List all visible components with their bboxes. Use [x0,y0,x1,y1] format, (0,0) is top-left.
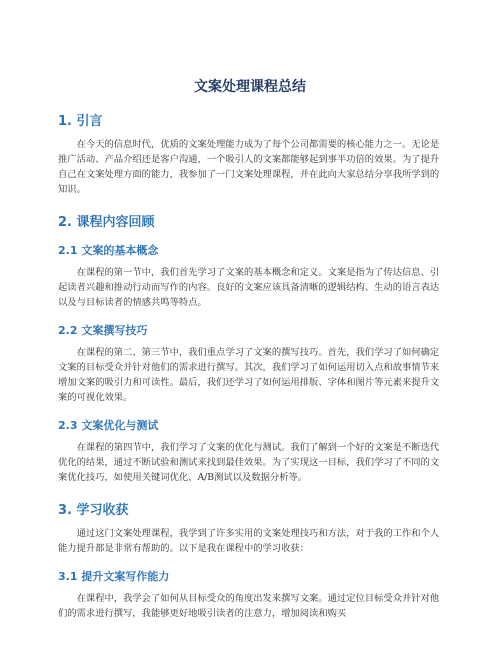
subsection-heading-basic-concepts: 2.1 文案的基本概念 [58,244,159,257]
subsection-heading-writing-techniques: 2.2 文案撰写技巧 [58,324,148,337]
section-heading-course-review: 2. 课程内容回顾 [58,215,155,230]
document-title: 文案处理课程总结 [194,79,306,95]
section-heading-learning-gains: 3. 学习收获 [58,503,129,518]
subsection-paragraph-optimization-testing: 在课程的第四节中，我们学习了文案的优化与测试。我们了解到一个好的文案是不断迭代优化的结果，通过不断试验和测试来找到最佳效果。为了实现这一目标，我们学习了不同的文案优化技巧，如使用关键词优化、A/B测试以及数据分析等。 [58,442,440,483]
section-paragraph-learning-gains: 通过这门文案处理课程，我学到了许多实用的文案处理技巧和方法，对于我的工作和个人能力提升都是非常有帮助的。以下是我在课程中的学习收获： [58,528,440,554]
subsection-paragraph-writing-ability: 在课程中，我学会了如何从目标受众的角度出发来撰写文案。通过定位目标受众并针对他们的需求进行撰写，我能够更好地吸引读者的注意力，增加阅读和购买 [58,593,440,619]
subsection-heading-writing-ability: 3.1 提升文案写作能力 [58,570,170,583]
subsection-paragraph-basic-concepts: 在课程的第一节中，我们首先学习了文案的基本概念和定义。文案是指为了传达信息、引起读者兴趣和推动行动而写作的内容。良好的文案应该具备清晰的逻辑结构、生动的语言表达以及与目标读者的情感共鸣等特点。 [58,267,440,308]
subsection-heading-optimization-testing: 2.3 文案优化与测试 [58,419,159,432]
section-heading-introduction: 1. 引言 [58,114,103,129]
subsection-paragraph-writing-techniques: 在课程的第二、第三节中，我们重点学习了文案的撰写技巧。首先，我们学习了如何确定文案的目标受众并针对他们的需求进行撰写。其次，我们学习了如何运用切入点和故事情节来增加文案的吸引力和可读性。最后，我们还学习了如何运用排版、字体和图片等元素来提升文案的可视化效果。 [58,347,440,403]
section-paragraph-introduction: 在今天的信息时代，优质的文案处理能力成为了每个公司都需要的核心能力之一。无论是推广活动、产品介绍还是客户沟通，一个吸引人的文案都能够起到事半功倍的效果。为了提升自己在文案处理方面的能力，我参加了一门文案处理课程，并在此向大家总结分享我所学到的知识。 [58,139,440,195]
